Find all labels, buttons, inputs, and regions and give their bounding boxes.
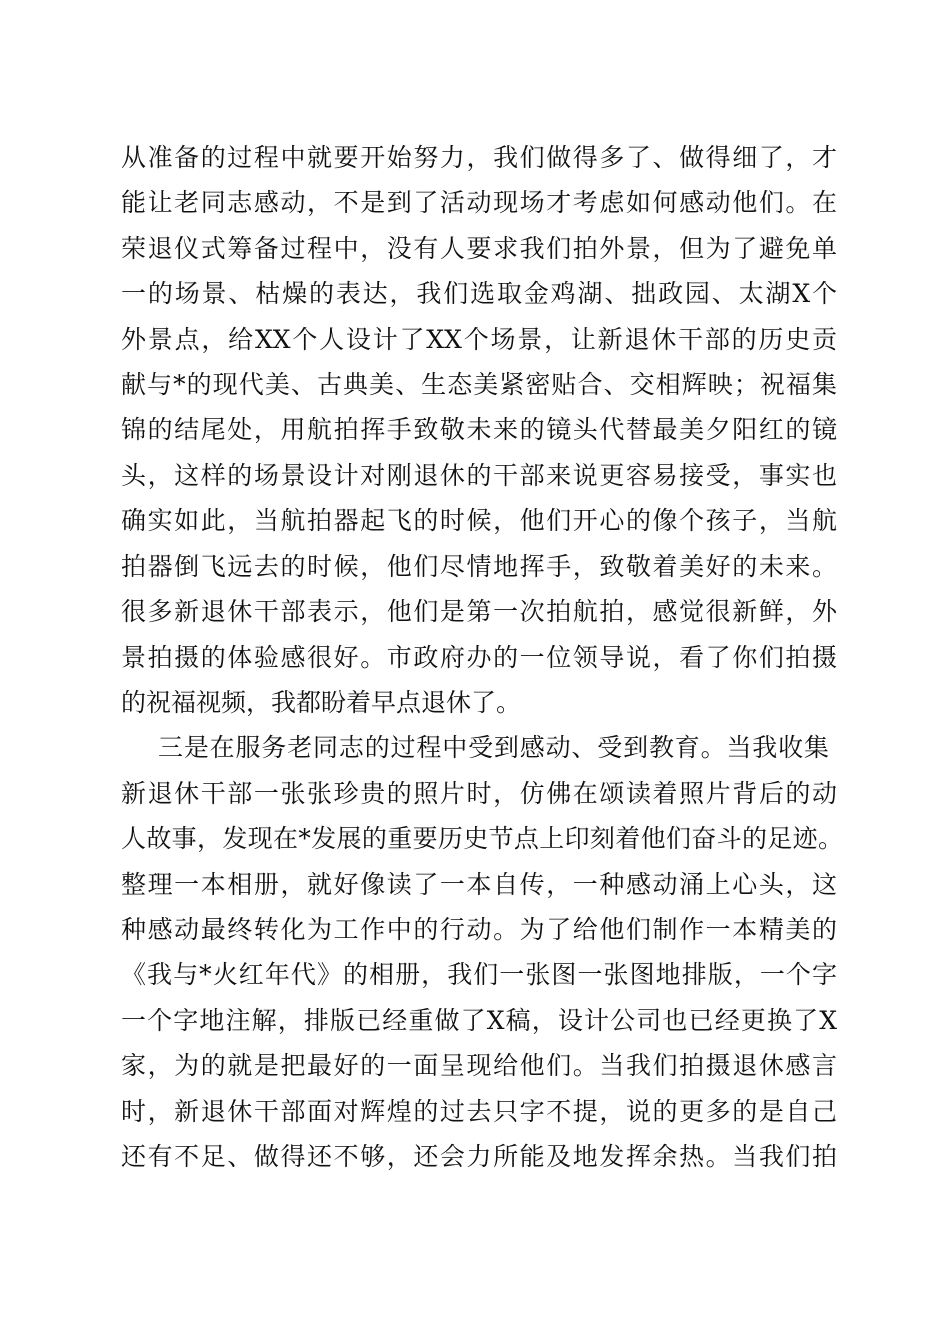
paragraph-2-line-5: 种感动最终转化为工作中的行动。为了给他们制作一本精美的 bbox=[121, 915, 837, 944]
paragraph-2-line-8: 家，为的就是把最好的一面呈现给他们。当我们拍摄退休感言 bbox=[121, 1051, 837, 1080]
paragraph-1-line-3: 荣退仪式筹备过程中，没有人要求我们拍外景，但为了避免单 bbox=[121, 234, 837, 263]
paragraph-1-line-1: 从准备的过程中就要开始努力，我们做得多了、做得细了，才 bbox=[121, 143, 837, 172]
paragraph-1-line-7: 锦的结尾处，用航拍挥手致敬未来的镜头代替最美夕阳红的镜 bbox=[121, 415, 837, 444]
paragraph-1-line-6: 献与*的现代美、古典美、生态美紧密贴合、交相辉映；祝福集 bbox=[121, 370, 837, 399]
paragraph-2-line-4: 整理一本相册，就好像读了一本自传，一种感动涌上心头，这 bbox=[121, 870, 837, 899]
paragraph-1-line-10: 拍器倒飞远去的时候，他们尽情地挥手，致敬着美好的未来。 bbox=[121, 552, 837, 581]
paragraph-2-line-6: 《我与*火红年代》的相册，我们一张图一张图地排版，一个字 bbox=[121, 960, 837, 989]
paragraph-2-line-7: 一个字地注解，排版已经重做了X稿，设计公司也已经更换了X bbox=[121, 1006, 837, 1035]
paragraph-1-line-11: 很多新退休干部表示，他们是第一次拍航拍，感觉很新鲜，外 bbox=[121, 597, 837, 626]
paragraph-2-line-9: 时，新退休干部面对辉煌的过去只字不提，说的更多的是自己 bbox=[121, 1097, 837, 1126]
paragraph-2-line-10: 还有不足、做得还不够，还会力所能及地发挥余热。当我们拍 bbox=[121, 1142, 837, 1171]
paragraph-1-line-5: 外景点，给XX个人设计了XX个场景，让新退休干部的历史贡 bbox=[121, 325, 837, 354]
paragraph-1-line-9: 确实如此，当航拍器起飞的时候，他们开心的像个孩子，当航 bbox=[121, 506, 837, 535]
paragraph-2-line-3: 人故事，发现在*发展的重要历史节点上印刻着他们奋斗的足迹。 bbox=[121, 824, 843, 853]
paragraph-1-line-8: 头，这样的场景设计对刚退休的干部来说更容易接受，事实也 bbox=[121, 461, 837, 490]
paragraph-2-line-1: 三是在服务老同志的过程中受到感动、受到教育。当我收集 bbox=[158, 733, 829, 762]
paragraph-1-line-13: 的祝福视频，我都盼着早点退休了。 bbox=[121, 688, 522, 717]
paragraph-2-line-2: 新退休干部一张张珍贵的照片时，仿佛在颂读着照片背后的动 bbox=[121, 779, 837, 808]
paragraph-1-line-2: 能让老同志感动，不是到了活动现场才考虑如何感动他们。在 bbox=[121, 188, 837, 217]
paragraph-1-line-4: 一的场景、枯燥的表达，我们选取金鸡湖、拙政园、太湖X个 bbox=[121, 279, 837, 308]
paragraph-1-line-12: 景拍摄的体验感很好。市政府办的一位领导说，看了你们拍摄 bbox=[121, 643, 837, 672]
